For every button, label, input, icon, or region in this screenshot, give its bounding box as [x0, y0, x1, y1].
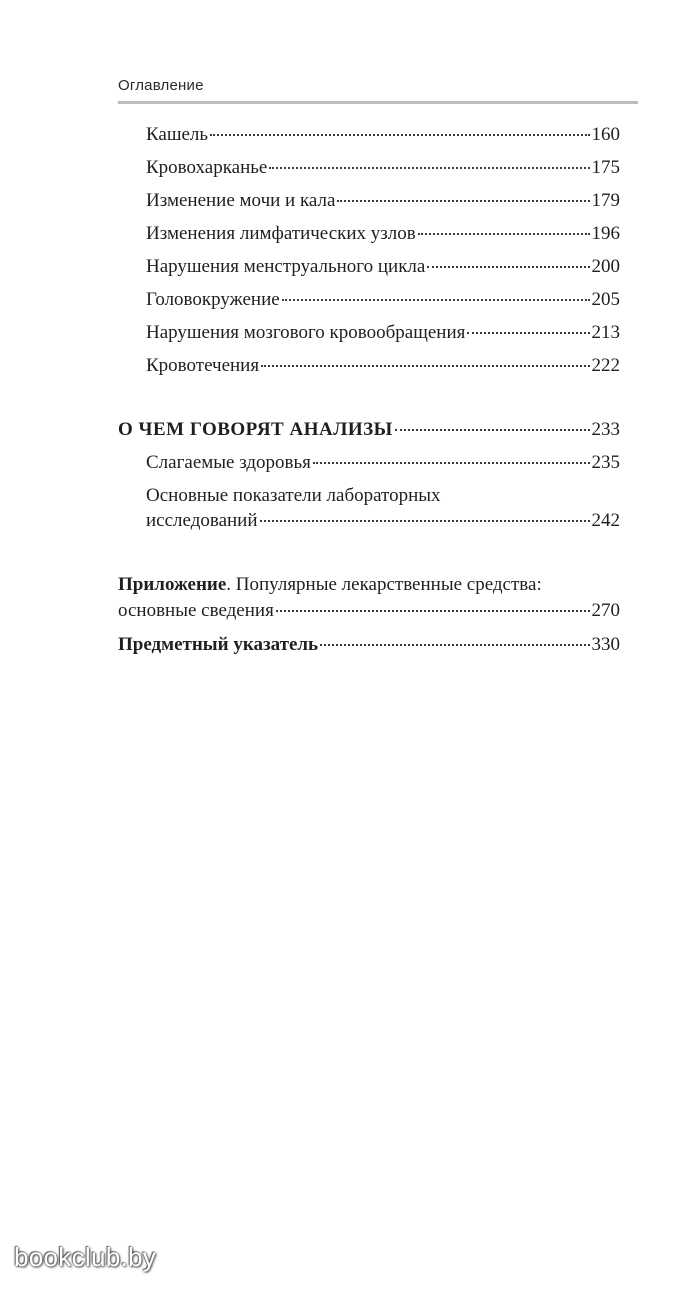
toc-entry-label-line1[interactable]: Основные показатели лабораторных [146, 485, 441, 506]
toc-entry[interactable] [146, 124, 620, 146]
toc-appendix-page: 270 [591, 600, 620, 621]
toc-entry[interactable] [146, 510, 620, 532]
dot-leader [320, 644, 589, 646]
toc-entry[interactable] [146, 289, 620, 311]
dot-leader [467, 332, 589, 334]
toc-entry[interactable] [146, 223, 620, 245]
dot-leader [427, 266, 589, 268]
toc-entry-page: 196 [591, 223, 620, 244]
dot-leader [261, 365, 589, 367]
toc-entry[interactable] [146, 190, 620, 212]
dot-leader [269, 167, 589, 169]
toc-entry-label: Изменение мочи и кала [146, 190, 336, 211]
toc-entry-page: 213 [591, 322, 620, 343]
toc-appendix-line2: основные сведения [118, 600, 274, 621]
dot-leader [210, 134, 589, 136]
dot-leader [260, 520, 590, 522]
toc-entry-page: 175 [591, 157, 620, 178]
dot-leader [282, 299, 590, 301]
toc-entry-label: Нарушения мозгового кровообращения [146, 322, 466, 343]
dot-leader [395, 429, 590, 431]
toc-entry-label: Нарушения менструального цикла [146, 256, 426, 277]
toc-entry-page: 235 [591, 452, 620, 473]
dot-leader [276, 610, 590, 612]
toc-appendix-bold: Приложение [118, 574, 227, 595]
toc-entry-page: 200 [591, 256, 620, 277]
toc-entry-label: Изменения лимфатических узлов [146, 223, 416, 244]
toc-entry-label: Кашель [146, 124, 209, 145]
toc-entry[interactable] [146, 157, 620, 179]
toc-entry[interactable] [146, 452, 620, 474]
dot-leader [313, 462, 590, 464]
watermark: bookclub.by [14, 1242, 157, 1272]
toc-index[interactable] [118, 634, 620, 656]
toc-entry-page: 160 [591, 124, 620, 145]
toc-entry[interactable] [146, 355, 620, 377]
toc-section-page: 233 [591, 419, 620, 440]
running-head: Оглавление [118, 77, 204, 94]
toc-index-page: 330 [591, 634, 620, 655]
toc-entry[interactable] [146, 322, 620, 344]
toc-entry-page: 179 [591, 190, 620, 211]
toc-entry-label: Кровотечения [146, 355, 260, 376]
toc-appendix-rest: . Популярные лекарственные средства: [226, 574, 542, 595]
toc-section-heading[interactable] [118, 419, 620, 441]
toc-entry-label: Кровохарканье [146, 157, 268, 178]
toc-entry-label: Слагаемые здоровья [146, 452, 311, 473]
toc-section-title: О ЧЕМ ГОВОРЯТ АНАЛИЗЫ [118, 419, 393, 440]
toc-entry[interactable] [146, 256, 620, 278]
dot-leader [418, 233, 590, 235]
toc-entry-page: 222 [591, 355, 620, 376]
toc-entry-label: Головокружение [146, 289, 280, 310]
toc-index-label: Предметный указатель [118, 634, 319, 655]
toc-entry-page: 242 [591, 510, 620, 531]
toc-appendix-line1[interactable] [118, 574, 542, 596]
header-rule [118, 101, 638, 104]
toc-appendix[interactable] [118, 600, 620, 622]
toc-entry-page: 205 [591, 289, 620, 310]
toc-entry-label-line2: исследований [146, 510, 258, 531]
dot-leader [337, 200, 589, 202]
